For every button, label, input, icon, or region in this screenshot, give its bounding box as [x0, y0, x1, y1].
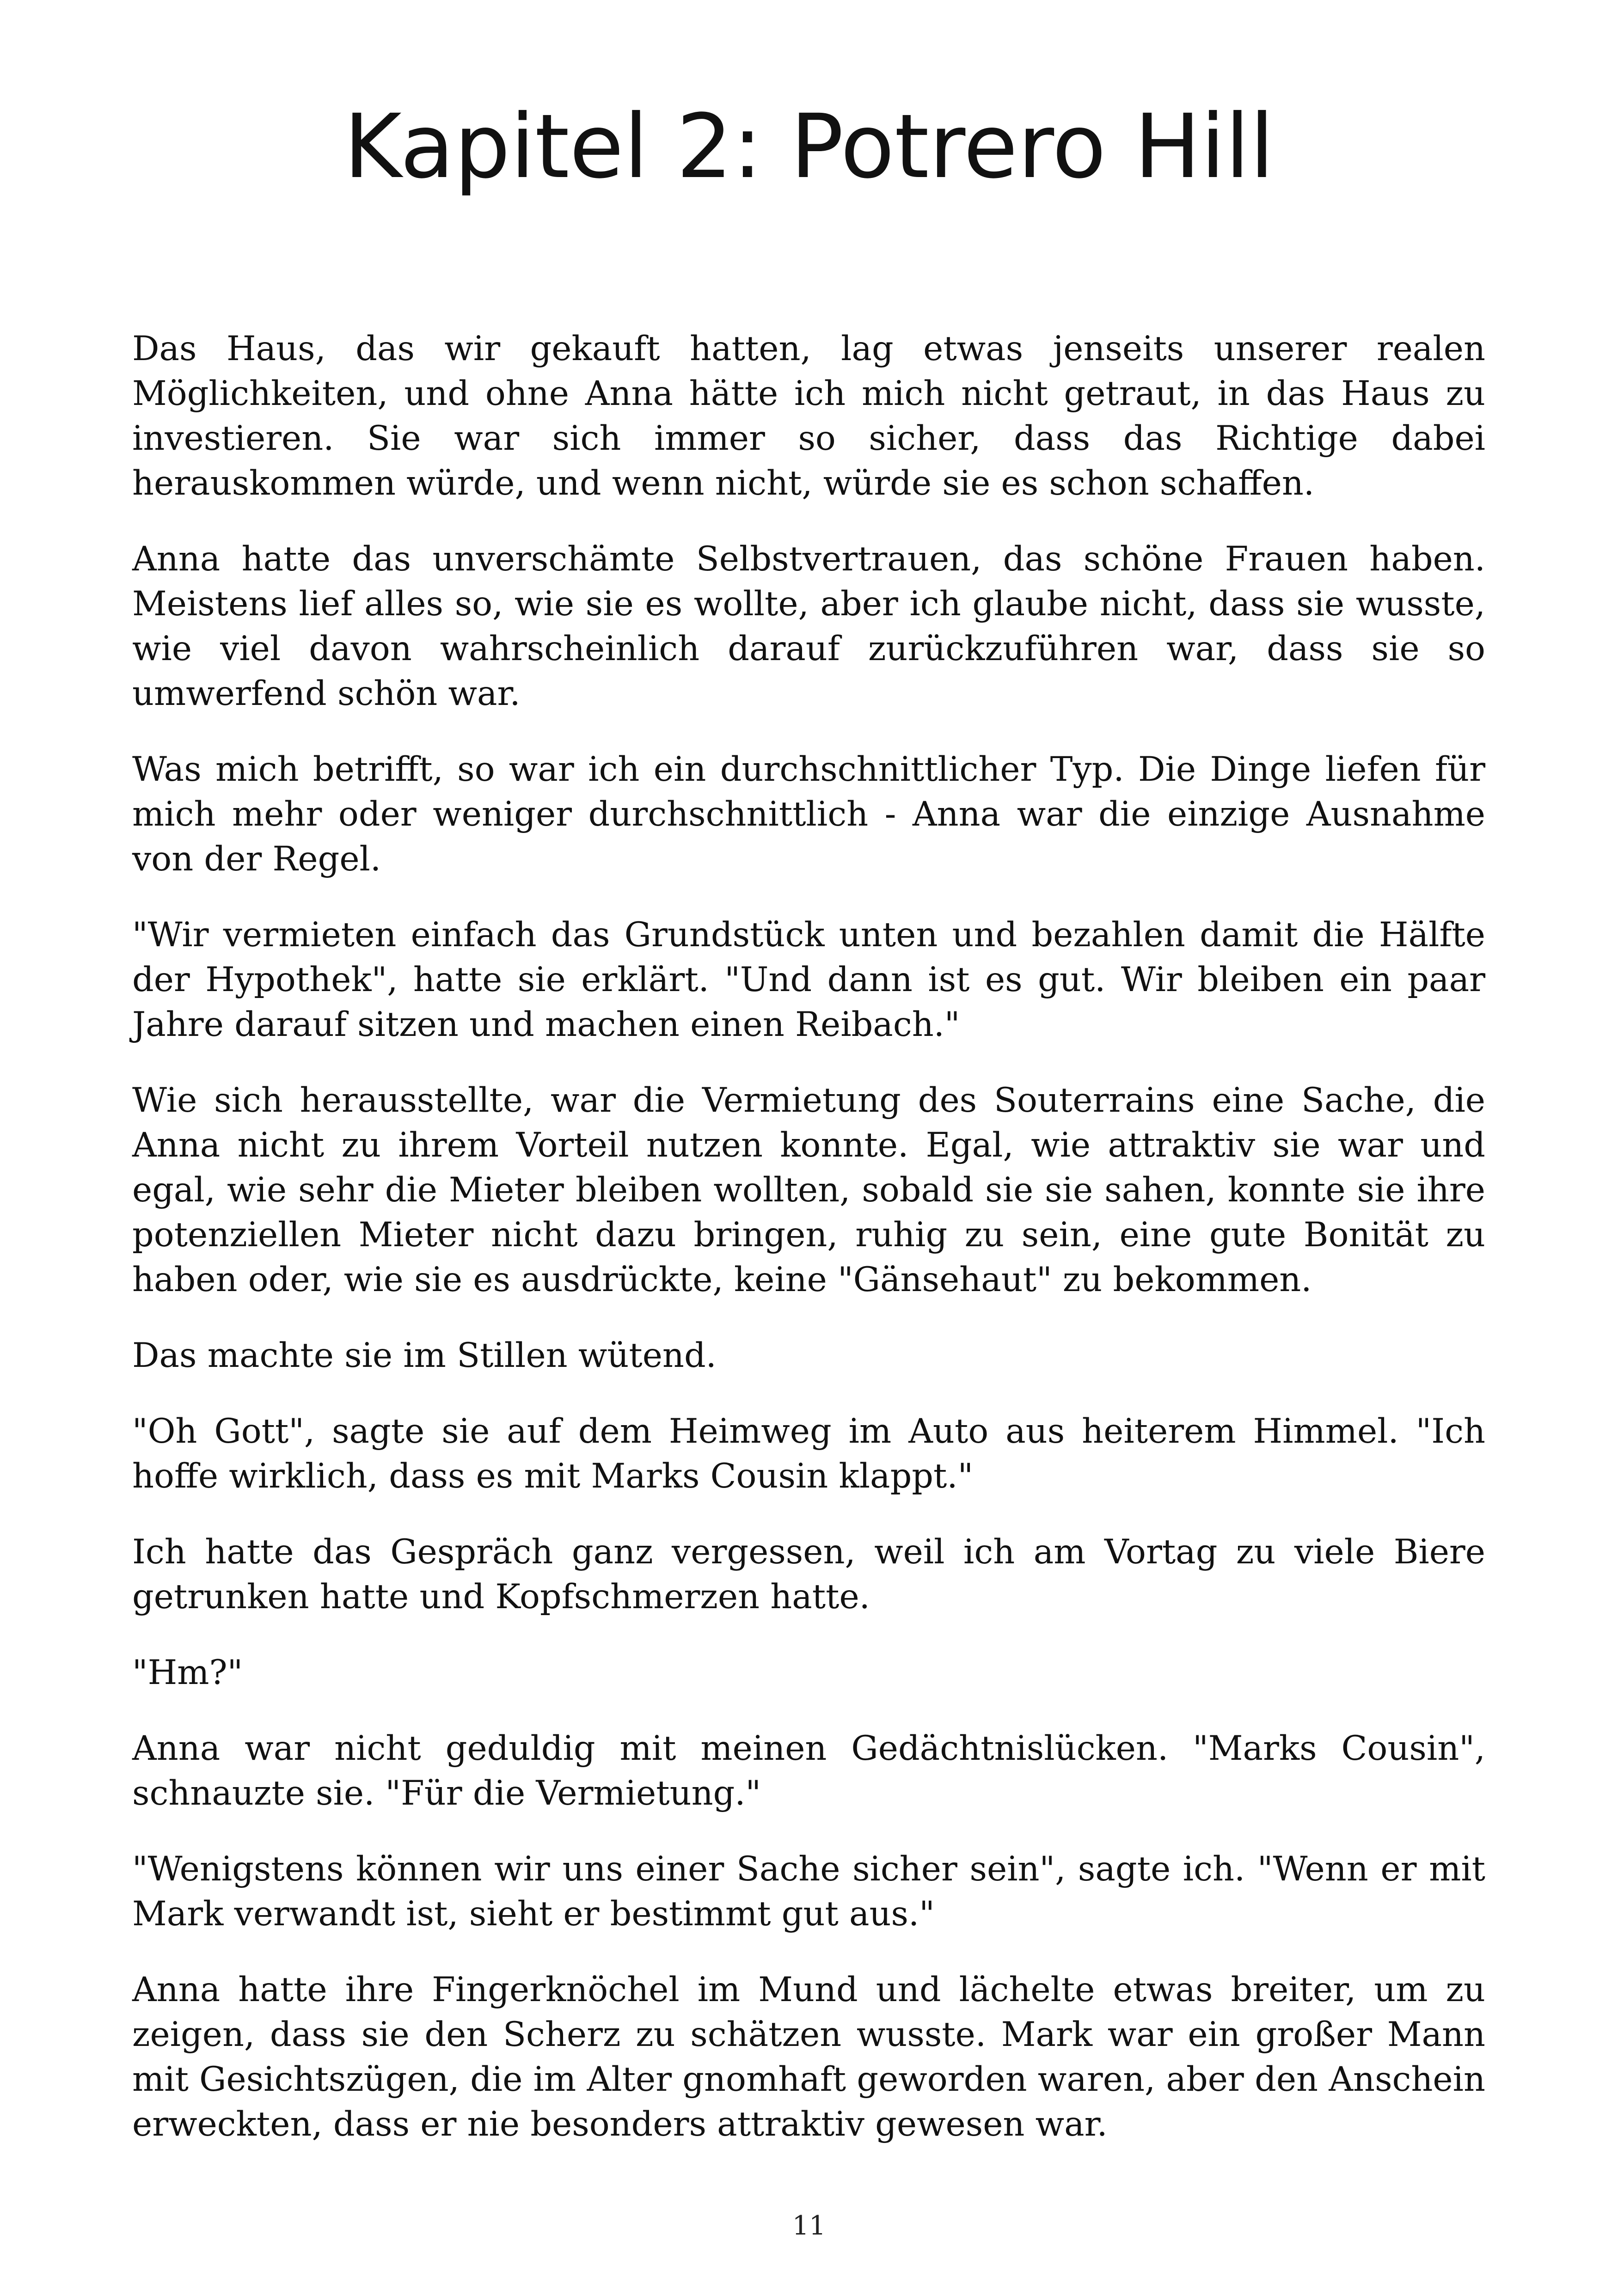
paragraph: "Wir vermieten einfach das Grundstück unten und bezahlen damit die Hälfte der Hypothek", hatte sie erklärt. "Und dann ist es gut. Wir bleiben ein paar Jahre darauf sitzen und machen einen Reibach." — [132, 915, 1485, 1044]
paragraph: Das machte sie im Stillen wütend. — [132, 1336, 717, 1375]
paragraph: "Wenigstens können wir uns einer Sache sicher sein", sagte ich. "Wenn er mit Mark verwandt ist, sieht er bestimmt gut aus." — [132, 1849, 1485, 1934]
paragraph: Anna hatte ihre Fingerknöchel im Mund und lächelte etwas breiter, um zu zeigen, dass sie den Scherz zu schätzen wusste. Mark war ein großer Mann mit Gesichtszügen, die im Alter gnomhaft geworden waren, aber den Anschein erweckten, dass er nie besonders attraktiv gewesen war. — [132, 1970, 1485, 2144]
page-number: 11 — [792, 2210, 826, 2241]
paragraph: Anna hatte das unverschämte Selbstvertrauen, das schöne Frauen haben. Meistens lief alles so, wie sie es wollte, aber ich glaube nicht, dass sie wusste, wie viel davon wahrscheinlich darauf zurückzuführen war, dass sie so umwerfend schön war. — [132, 539, 1485, 713]
paragraph: Was mich betrifft, so war ich ein durchschnittlicher Typ. Die Dinge liefen für mich mehr oder weniger durchschnittlich - Anna war die einzige Ausnahme von der Regel. — [132, 750, 1485, 879]
body-text — [132, 326, 1485, 2178]
paragraph: "Hm?" — [132, 1653, 243, 1692]
paragraph: Anna war nicht geduldig mit meinen Gedächtnislücken. "Marks Cousin", schnauzte sie. "Für die Vermietung." — [132, 1729, 1485, 1813]
chapter-title: Kapitel 2: Potrero Hill — [343, 96, 1275, 198]
paragraph: Ich hatte das Gespräch ganz vergessen, weil ich am Vortag zu viele Biere getrunken hatte und Kopfschmerzen hatte. — [132, 1532, 1485, 1616]
paragraph: "Oh Gott", sagte sie auf dem Heimweg im Auto aus heiterem Himmel. "Ich hoffe wirklich, dass es mit Marks Cousin klappt." — [132, 1412, 1485, 1496]
paragraph: Wie sich herausstellte, war die Vermietung des Souterrains eine Sache, die Anna nicht zu ihrem Vorteil nutzen konnte. Egal, wie attraktiv sie war und egal, wie sehr die Mieter bleiben wollten, sobald sie sie sahen, konnte sie ihre potenziellen Mieter nicht dazu bringen, ruhig zu sein, eine gute Bonität zu haben oder, wie sie es ausdrückte, keine "Gänsehaut" zu bekommen. — [132, 1081, 1485, 1299]
paragraph: Das Haus, das wir gekauft hatten, lag etwas jenseits unserer realen Möglichkeiten, und ohne Anna hätte ich mich nicht getraut, in das Haus zu investieren. Sie war sich immer so sicher, dass das Richtige dabei herauskommen würde, und wenn nicht, würde sie es schon schaffen. — [132, 329, 1485, 503]
